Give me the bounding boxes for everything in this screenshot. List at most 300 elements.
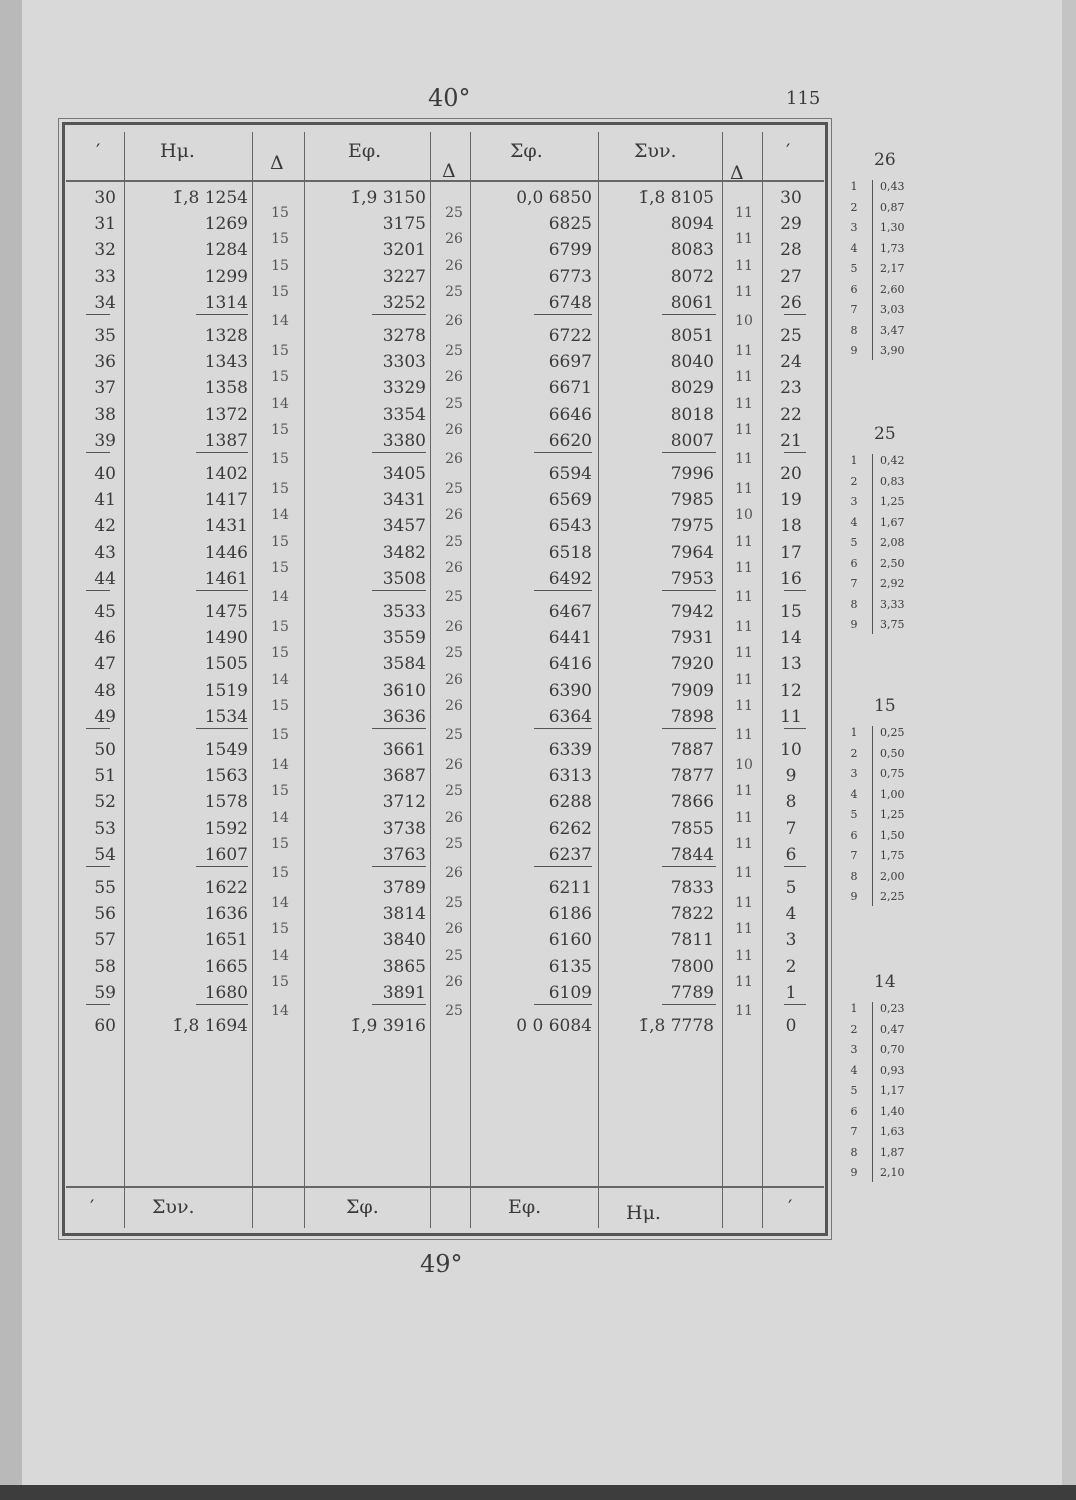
- ef-value: 3380: [382, 430, 426, 451]
- header-minute-left: ′: [96, 140, 101, 162]
- prop-row-index: 1: [850, 1002, 858, 1015]
- hm-value: 1̄,8 1694: [172, 1016, 248, 1036]
- hm-value: 1328: [204, 326, 248, 346]
- group-dash: [86, 314, 110, 315]
- minute-left: 49: [94, 706, 116, 727]
- delta-1-value: 14: [271, 507, 289, 524]
- group-dash: [534, 1004, 592, 1005]
- prop-row-index: 1: [850, 726, 858, 739]
- delta-3-value: 11: [735, 231, 753, 248]
- minute-right: 3: [785, 930, 797, 951]
- header-delta-1: Δ: [270, 152, 284, 174]
- prop-row-value: 2,00: [880, 869, 905, 883]
- delta-1-value: 15: [271, 205, 289, 222]
- delta-3-value: 11: [735, 921, 753, 938]
- delta-3-value: 11: [735, 559, 753, 576]
- top-degree-heading: 40°: [428, 84, 471, 112]
- minute-left: 53: [94, 818, 116, 839]
- prop-row-index: 5: [850, 536, 858, 549]
- delta-3-value: 10: [735, 507, 753, 524]
- prop-row-index: 2: [850, 1022, 858, 1036]
- prop-row-index: 1: [850, 454, 858, 467]
- prop-row-index: 4: [850, 1063, 858, 1077]
- group-dash: [784, 728, 806, 729]
- prop-row-value: 1,73: [880, 241, 905, 255]
- header-syn: Συν.: [634, 140, 677, 162]
- prop-row-value: 0,75: [880, 767, 905, 780]
- prop-row-value: 1,67: [880, 515, 905, 529]
- hm-value: 1387: [204, 430, 248, 451]
- page-edge-bottom: [0, 1485, 1076, 1500]
- prop-row-index: 7: [850, 849, 858, 862]
- prop-row-index: 1: [850, 180, 858, 193]
- syn-value: 1̄,8 8105: [638, 188, 714, 208]
- syn-value: 8029: [670, 378, 714, 399]
- minute-right: 17: [780, 542, 802, 563]
- group-dash: [784, 452, 806, 453]
- prop-row-value: 0,93: [880, 1063, 905, 1077]
- prop-row-value: 2,50: [880, 556, 905, 570]
- delta-1-value: 14: [271, 671, 289, 688]
- syn-value: 8094: [670, 214, 714, 235]
- group-dash: [196, 728, 248, 729]
- delta-1-value: 15: [271, 343, 289, 360]
- prop-row-value: 1,17: [880, 1084, 905, 1097]
- delta-2-value: 26: [445, 507, 463, 524]
- sf-value: 6748: [548, 292, 592, 313]
- prop-row-value: 0,87: [880, 200, 905, 214]
- prop-row-value: 3,75: [880, 618, 905, 631]
- hm-value: 1475: [204, 602, 248, 622]
- sf-value: 6390: [548, 680, 592, 701]
- minute-right: 28: [780, 240, 802, 261]
- minute-right: 12: [780, 680, 802, 701]
- sf-value: 6416: [548, 654, 592, 675]
- delta-1-value: 14: [271, 757, 289, 774]
- delta-3-value: 11: [735, 369, 753, 386]
- delta-1-value: 15: [271, 283, 289, 300]
- prop-row-value: 0,50: [880, 746, 905, 760]
- sf-value: 0,0 6850: [516, 188, 592, 208]
- minute-right: 5: [785, 878, 797, 898]
- delta-1-value: 14: [271, 313, 289, 330]
- hm-value: 1651: [204, 930, 248, 951]
- prop-row-index: 3: [850, 221, 858, 234]
- delta-1-value: 15: [271, 559, 289, 576]
- sf-value: 6160: [548, 930, 592, 951]
- prop-row-index: 6: [850, 282, 858, 296]
- delta-2-value: 26: [445, 313, 463, 330]
- delta-1-value: 15: [271, 619, 289, 636]
- minute-left: 34: [94, 292, 116, 313]
- ef-value: 3201: [382, 240, 426, 261]
- minute-right: 23: [780, 378, 802, 399]
- hm-value: 1417: [204, 490, 248, 511]
- footer-hm: Ημ.: [626, 1202, 661, 1224]
- delta-3-value: 11: [735, 671, 753, 688]
- delta-1-value: 14: [271, 809, 289, 826]
- ef-value: 3508: [382, 568, 426, 589]
- ef-value: 3457: [382, 516, 426, 537]
- minute-left: 45: [94, 602, 116, 622]
- prop-row-value: 1,75: [880, 849, 905, 862]
- minute-right: 30: [780, 188, 802, 208]
- minute-right: 10: [780, 740, 802, 760]
- hm-value: 1343: [204, 352, 248, 373]
- hm-value: 1607: [204, 844, 248, 865]
- ef-value: 3533: [382, 602, 426, 622]
- group-dash: [196, 452, 248, 453]
- minute-right: 14: [780, 628, 802, 649]
- minute-left: 55: [94, 878, 116, 898]
- group-dash: [196, 1004, 248, 1005]
- syn-value: 7975: [670, 516, 714, 537]
- delta-3-value: 11: [735, 697, 753, 714]
- prop-row-value: 2,25: [880, 890, 905, 903]
- delta-3-value: 11: [735, 727, 753, 744]
- prop-row-index: 3: [850, 767, 858, 780]
- hm-value: 1578: [204, 792, 248, 813]
- prop-row-value: 1,25: [880, 808, 905, 821]
- prop-row-value: 3,03: [880, 303, 905, 316]
- delta-2-value: 26: [445, 421, 463, 438]
- minute-right: 6: [785, 844, 797, 865]
- prop-row-index: 9: [850, 344, 858, 357]
- syn-value: 8018: [670, 404, 714, 425]
- delta-1-value: 15: [271, 421, 289, 438]
- delta-1-value: 14: [271, 589, 289, 606]
- page-edge-right: [1062, 0, 1076, 1500]
- delta-3-value: 11: [735, 395, 753, 412]
- sf-value: 6594: [548, 464, 592, 484]
- hm-value: 1490: [204, 628, 248, 649]
- ef-value: 3636: [382, 706, 426, 727]
- prop-row-index: 4: [850, 515, 858, 529]
- delta-3-value: 11: [735, 343, 753, 360]
- syn-value: 7833: [670, 878, 714, 898]
- header-minute-right: ′: [786, 140, 791, 162]
- delta-3-value: 11: [735, 835, 753, 852]
- sf-value: 6441: [548, 628, 592, 649]
- syn-value: 7855: [670, 818, 714, 839]
- sf-value: 6773: [548, 266, 592, 287]
- minute-left: 40: [94, 464, 116, 484]
- prop-row-index: 7: [850, 1125, 858, 1138]
- prop-row-value: 0,23: [880, 1002, 905, 1015]
- group-dash: [662, 590, 716, 591]
- minute-right: 0: [785, 1016, 797, 1036]
- footer-sf: Σφ.: [346, 1196, 379, 1218]
- minute-left: 60: [94, 1016, 116, 1036]
- hm-value: 1505: [204, 654, 248, 675]
- hm-value: 1519: [204, 680, 248, 701]
- delta-3-value: 11: [735, 257, 753, 274]
- group-dash: [662, 314, 716, 315]
- sf-value: 6697: [548, 352, 592, 373]
- delta-2-value: 26: [445, 369, 463, 386]
- delta-1-value: 15: [271, 697, 289, 714]
- minute-right: 1: [785, 982, 797, 1003]
- syn-value: 7942: [670, 602, 714, 622]
- group-dash: [534, 866, 592, 867]
- delta-2-value: 25: [445, 727, 463, 744]
- delta-1-value: 15: [271, 865, 289, 882]
- ef-value: 3789: [382, 878, 426, 898]
- delta-2-value: 25: [445, 947, 463, 964]
- ef-value: 3354: [382, 404, 426, 425]
- ef-value: 1̄,9 3150: [350, 188, 426, 208]
- prop-row-index: 8: [850, 597, 858, 611]
- hm-value: 1299: [204, 266, 248, 287]
- hm-value: 1534: [204, 706, 248, 727]
- prop-row-value: 1,50: [880, 828, 905, 842]
- delta-3-value: 11: [735, 865, 753, 882]
- ef-value: 3763: [382, 844, 426, 865]
- minute-left: 58: [94, 956, 116, 977]
- delta-3-value: 11: [735, 421, 753, 438]
- minute-right: 26: [780, 292, 802, 313]
- sf-value: 6646: [548, 404, 592, 425]
- minute-left: 41: [94, 490, 116, 511]
- prop-row-index: 6: [850, 556, 858, 570]
- ef-value: 3303: [382, 352, 426, 373]
- syn-value: 7866: [670, 792, 714, 813]
- delta-2-value: 25: [445, 895, 463, 912]
- prop-row-value: 0,47: [880, 1022, 905, 1036]
- footer-minute-left: ′: [90, 1196, 95, 1218]
- hm-value: 1563: [204, 766, 248, 787]
- minute-left: 57: [94, 930, 116, 951]
- sf-value: 6288: [548, 792, 592, 813]
- syn-value: 8007: [670, 430, 714, 451]
- delta-3-value: 11: [735, 533, 753, 550]
- minute-right: 7: [785, 818, 797, 839]
- prop-row-value: 1,25: [880, 495, 905, 508]
- minute-right: 15: [780, 602, 802, 622]
- sf-value: 6211: [548, 878, 592, 898]
- ef-value: 3405: [382, 464, 426, 484]
- delta-2-value: 25: [445, 835, 463, 852]
- delta-1-value: 14: [271, 947, 289, 964]
- ef-value: 3482: [382, 542, 426, 563]
- sf-value: 6109: [548, 982, 592, 1003]
- group-dash: [196, 314, 248, 315]
- group-dash: [372, 452, 426, 453]
- minute-right: 19: [780, 490, 802, 511]
- hm-value: 1636: [204, 904, 248, 925]
- delta-3-value: 11: [735, 947, 753, 964]
- group-dash: [372, 728, 426, 729]
- bottom-degree-heading: 49°: [420, 1250, 463, 1278]
- delta-2-value: 25: [445, 395, 463, 412]
- prop-row-index: 7: [850, 303, 858, 316]
- delta-1-value: 15: [271, 481, 289, 498]
- minute-left: 43: [94, 542, 116, 563]
- ef-value: 3559: [382, 628, 426, 649]
- hm-value: 1592: [204, 818, 248, 839]
- prop-row-value: 2,60: [880, 282, 905, 296]
- delta-2-value: 26: [445, 697, 463, 714]
- footer-syn: Συν.: [152, 1196, 195, 1218]
- delta-2-value: 25: [445, 533, 463, 550]
- group-dash: [662, 452, 716, 453]
- hm-value: 1446: [204, 542, 248, 563]
- syn-value: 8083: [670, 240, 714, 261]
- prop-row-index: 9: [850, 890, 858, 903]
- column-separator: [722, 132, 723, 1228]
- delta-3-value: 10: [735, 313, 753, 330]
- sf-value: 6237: [548, 844, 592, 865]
- prop-row-index: 8: [850, 869, 858, 883]
- delta-3-value: 11: [735, 895, 753, 912]
- syn-value: 8051: [670, 326, 714, 346]
- hm-value: 1549: [204, 740, 248, 760]
- syn-value: 7898: [670, 706, 714, 727]
- minute-right: 8: [785, 792, 797, 813]
- sf-value: 6671: [548, 378, 592, 399]
- prop-row-value: 0,43: [880, 180, 905, 193]
- minute-left: 46: [94, 628, 116, 649]
- prop-row-value: 0,83: [880, 474, 905, 488]
- prop-row-index: 2: [850, 200, 858, 214]
- minute-left: 52: [94, 792, 116, 813]
- prop-row-index: 5: [850, 1084, 858, 1097]
- sf-value: 6364: [548, 706, 592, 727]
- delta-2-value: 25: [445, 1003, 463, 1020]
- prop-table-rule: [872, 1002, 873, 1182]
- sf-value: 6262: [548, 818, 592, 839]
- minute-left: 30: [94, 188, 116, 208]
- delta-2-value: 26: [445, 619, 463, 636]
- minute-left: 56: [94, 904, 116, 925]
- header-delta-2: Δ: [442, 160, 456, 182]
- prop-table-title: 25: [874, 424, 896, 444]
- group-dash: [372, 590, 426, 591]
- sf-value: 6467: [548, 602, 592, 622]
- sf-value: 6339: [548, 740, 592, 760]
- delta-1-value: 15: [271, 257, 289, 274]
- syn-value: 7822: [670, 904, 714, 925]
- sf-value: 6620: [548, 430, 592, 451]
- minute-left: 32: [94, 240, 116, 261]
- column-separator: [430, 132, 431, 1228]
- sf-value: 6799: [548, 240, 592, 261]
- page-edge-left: [0, 0, 22, 1500]
- sf-value: 6186: [548, 904, 592, 925]
- ef-value: 3712: [382, 792, 426, 813]
- prop-row-index: 6: [850, 1104, 858, 1118]
- syn-value: 7996: [670, 464, 714, 484]
- minute-right: 21: [780, 430, 802, 451]
- syn-value: 8040: [670, 352, 714, 373]
- minute-left: 51: [94, 766, 116, 787]
- prop-row-value: 1,30: [880, 221, 905, 234]
- sf-value: 6543: [548, 516, 592, 537]
- column-separator: [304, 132, 305, 1228]
- group-dash: [784, 866, 806, 867]
- delta-1-value: 14: [271, 895, 289, 912]
- syn-value: 7964: [670, 542, 714, 563]
- column-separator: [252, 132, 253, 1228]
- hm-value: 1314: [204, 292, 248, 313]
- prop-row-index: 2: [850, 746, 858, 760]
- prop-row-index: 9: [850, 618, 858, 631]
- delta-1-value: 15: [271, 533, 289, 550]
- delta-3-value: 11: [735, 809, 753, 826]
- delta-3-value: 11: [735, 481, 753, 498]
- delta-3-value: 11: [735, 205, 753, 222]
- hm-value: 1372: [204, 404, 248, 425]
- prop-row-value: 0,25: [880, 726, 905, 739]
- delta-2-value: 26: [445, 757, 463, 774]
- column-separator: [762, 132, 763, 1228]
- header-delta-3: Δ: [730, 162, 744, 184]
- prop-table-title: 26: [874, 150, 896, 170]
- prop-row-value: 3,47: [880, 323, 905, 337]
- ef-value: 3661: [382, 740, 426, 760]
- ef-value: 3610: [382, 680, 426, 701]
- prop-row-index: 4: [850, 241, 858, 255]
- page-number: 115: [786, 88, 821, 109]
- ef-value: 3865: [382, 956, 426, 977]
- minute-right: 29: [780, 214, 802, 235]
- ef-value: 3278: [382, 326, 426, 346]
- delta-1-value: 15: [271, 921, 289, 938]
- delta-2-value: 26: [445, 559, 463, 576]
- ef-value: 3584: [382, 654, 426, 675]
- prop-row-index: 3: [850, 495, 858, 508]
- group-dash: [372, 314, 426, 315]
- prop-row-index: 6: [850, 828, 858, 842]
- prop-table-rule: [872, 180, 873, 360]
- column-separator: [598, 132, 599, 1228]
- prop-row-value: 3,90: [880, 344, 905, 357]
- group-dash: [784, 1004, 806, 1005]
- prop-row-value: 2,92: [880, 577, 905, 590]
- syn-value: 7789: [670, 982, 714, 1003]
- delta-2-value: 25: [445, 589, 463, 606]
- minute-left: 48: [94, 680, 116, 701]
- minute-right: 9: [785, 766, 797, 787]
- group-dash: [86, 590, 110, 591]
- delta-3-value: 10: [735, 757, 753, 774]
- minute-left: 38: [94, 404, 116, 425]
- delta-2-value: 25: [445, 343, 463, 360]
- delta-3-value: 11: [735, 451, 753, 468]
- delta-3-value: 11: [735, 1003, 753, 1020]
- footer-minute-right: ′: [788, 1196, 793, 1218]
- minute-left: 39: [94, 430, 116, 451]
- delta-2-value: 26: [445, 257, 463, 274]
- group-dash: [534, 452, 592, 453]
- group-dash: [372, 866, 426, 867]
- header-hm: Ημ.: [160, 140, 195, 162]
- column-separator: [124, 132, 125, 1228]
- delta-1-value: 15: [271, 835, 289, 852]
- ef-value: 3329: [382, 378, 426, 399]
- minute-left: 36: [94, 352, 116, 373]
- ef-value: 3227: [382, 266, 426, 287]
- hm-value: 1665: [204, 956, 248, 977]
- prop-row-value: 2,10: [880, 1166, 905, 1179]
- prop-row-index: 4: [850, 787, 858, 801]
- minute-left: 54: [94, 844, 116, 865]
- prop-row-index: 8: [850, 323, 858, 337]
- prop-row-index: 5: [850, 262, 858, 275]
- hm-value: 1402: [204, 464, 248, 484]
- hm-value: 1431: [204, 516, 248, 537]
- header-sf: Σφ.: [510, 140, 543, 162]
